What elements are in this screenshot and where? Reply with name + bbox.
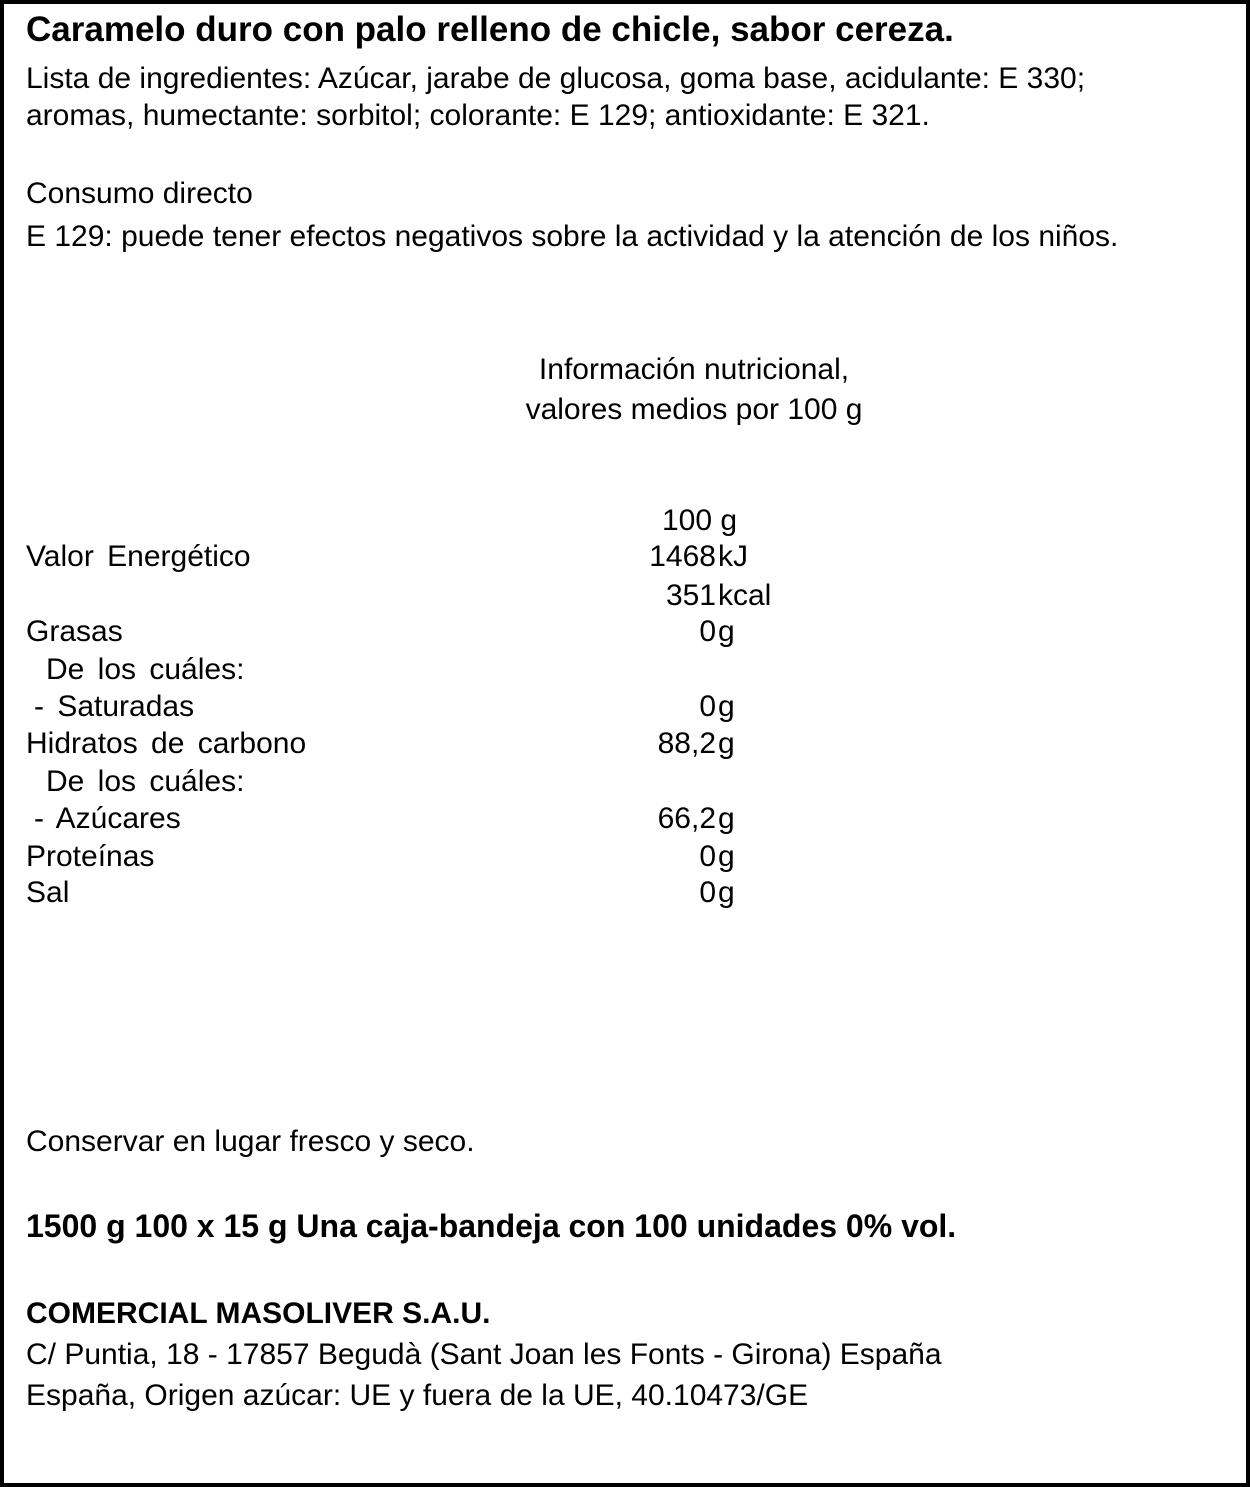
company-address: C/ Puntia, 18 - 17857 Begudà (Sant Joan les Fonts - Girona) España <box>26 1338 942 1371</box>
nutrient-value-protein: 0 <box>699 840 716 873</box>
nutrient-value-carbohydrates: 88,2 <box>657 727 716 760</box>
ingredients-line-2: aromas, humectante: sorbitol; colorante: E 129; antioxidante: E 321. <box>26 99 930 132</box>
nutrient-label-sugars: - Azúcares <box>34 802 181 835</box>
nutrient-label-saturates: - Saturadas <box>34 690 195 723</box>
nutrient-unit-carbohydrates: g <box>718 727 735 760</box>
nutrient-label-of-which-1: De los cuáles: <box>46 653 245 686</box>
nutrient-value-sugars: 66,2 <box>657 802 716 835</box>
product-title: Caramelo duro con palo relleno de chicle, sabor cereza. <box>26 10 954 49</box>
origin-text: España, Origen azúcar: UE y fuera de la UE, 40.10473/GE <box>26 1379 809 1412</box>
nutrient-value-salt: 0 <box>699 876 716 909</box>
company-name: COMERCIAL MASOLIVER S.A.U. <box>26 1297 491 1330</box>
nutrient-label-fat: Grasas <box>26 615 123 648</box>
energy-kj-unit: kJ <box>718 540 748 573</box>
nutrient-unit-salt: g <box>718 876 735 909</box>
warning-text: E 129: puede tener efectos negativos sobre la actividad y la atención de los niños. <box>26 220 1119 253</box>
nutrient-unit-fat: g <box>718 615 735 648</box>
energy-kcal-value: 351 <box>665 579 716 612</box>
nutrient-unit-sugars: g <box>718 802 735 835</box>
packaging-text: 1500 g 100 x 15 g Una caja-bandeja con 100 unidades 0% vol. <box>26 1208 957 1244</box>
nutrient-value-fat: 0 <box>699 615 716 648</box>
nutrient-unit-protein: g <box>718 840 735 873</box>
ingredients-line-1: Lista de ingredientes: Azúcar, jarabe de glucosa, goma base, acidulante: E 330; <box>26 62 1086 95</box>
energy-kcal-unit: kcal <box>718 579 772 612</box>
nutrition-column-header: 100 g <box>662 504 738 537</box>
nutrient-value-saturates: 0 <box>699 690 716 723</box>
energy-kj-value: 1468 <box>649 540 716 573</box>
nutrient-unit-saturates: g <box>718 690 735 723</box>
storage-text: Conservar en lugar fresco y seco. <box>26 1125 475 1158</box>
nutrition-heading-line-2: valores medios por 100 g <box>525 393 863 426</box>
usage-text: Consumo directo <box>26 177 253 210</box>
energy-label: Valor Energético <box>26 540 251 573</box>
nutrition-heading-line-1: Información nutricional, <box>538 353 850 386</box>
nutrient-label-of-which-2: De los cuáles: <box>46 765 245 798</box>
nutrient-label-protein: Proteínas <box>26 840 155 873</box>
nutrient-label-carbohydrates: Hidratos de carbono <box>26 727 307 760</box>
nutrient-label-salt: Sal <box>26 876 70 909</box>
